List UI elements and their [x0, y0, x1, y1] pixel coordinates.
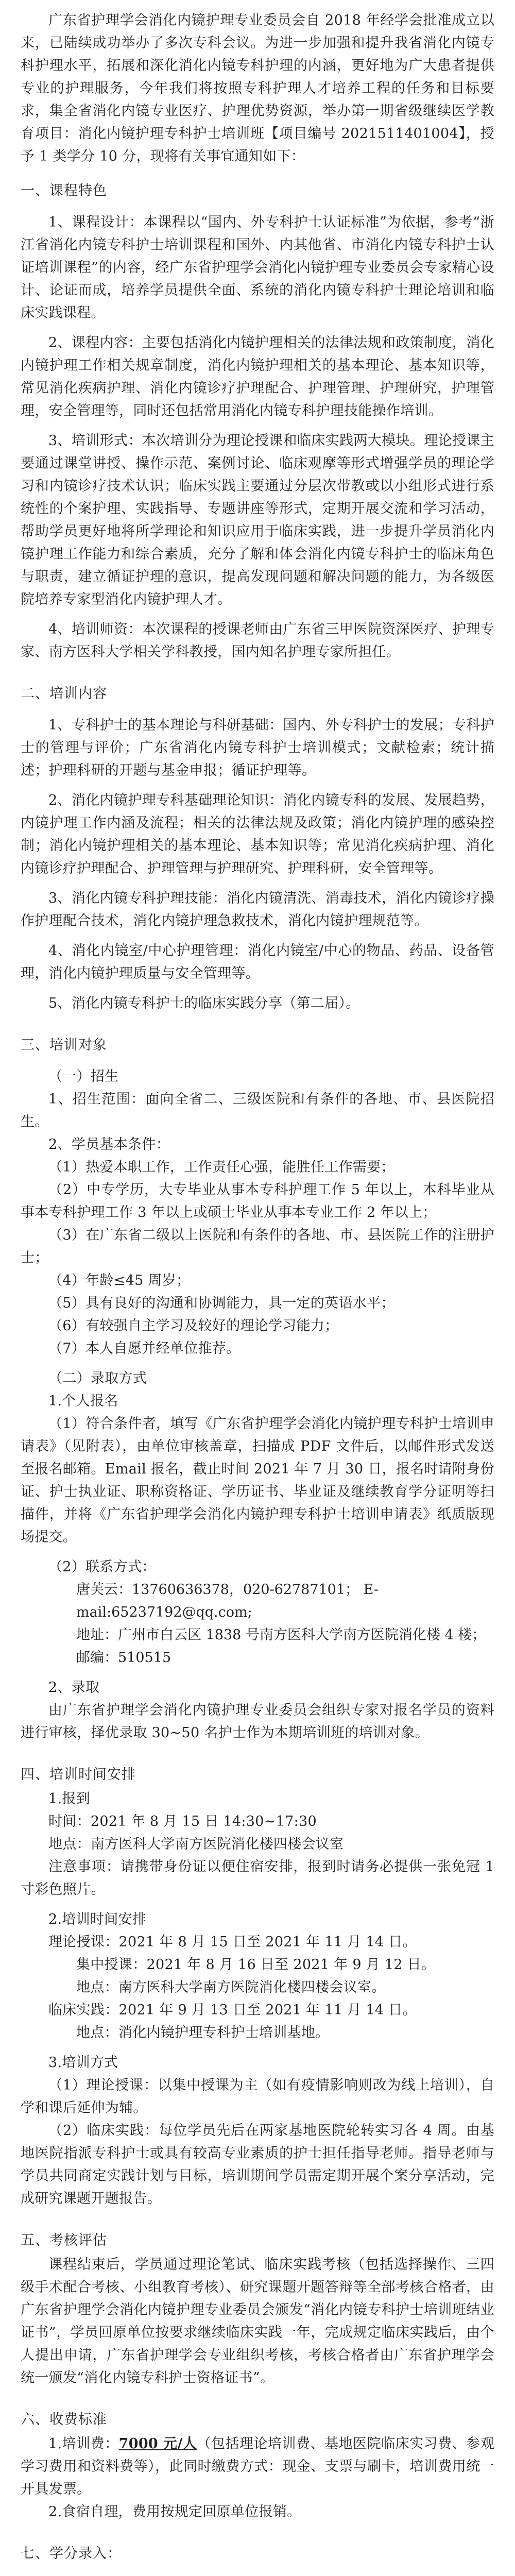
sec3-item: （2）中专学历，大专毕业从事本专科护理工作 5 年以上，本科毕业从事本专科护理工作 3 年以上或硕士毕业从事本专业工作 2 年以上； [21, 1182, 494, 1221]
sec3-item: 1.个人报名 [48, 1393, 118, 1409]
sec3-item: 2、学员基本条件： [48, 1137, 170, 1153]
fee-amount: 7000 元/人 [118, 2436, 197, 2452]
sec3-item: （1）符合条件者，填写《广东省护理学会消化内镜护理专科护士培训申请表》（见附表），由单位审核盖章，扫描成 PDF 文件后，以邮件形式发送至报名邮箱。Email 报名，截止时间 2021 年 7 月 30 日，报名时请附身份证、护士执业证、职称资格证、学历证书、毕业证及继续教育学分证明等扫描件，并将《广东省护理学会消化内镜护理专科护士培训申请表》纸质版现场提交。 [21, 1416, 494, 1545]
mode-title: 3.培训方式 [48, 2055, 118, 2071]
sec3-item: （7）本人自愿并经单位推荐。 [48, 1341, 241, 1357]
report-note: 注意事项：请携带身份证以便住宿安排，报到时请务必提供一张免冠 1 寸彩色照片。 [21, 1859, 494, 1897]
sec3-sub-heading: （一）招生 [48, 1069, 119, 1084]
train-title: 2.培训时间安排 [48, 1911, 147, 1927]
sec3-item: （5）具有良好的沟通和协调能力，具一定的英语水平； [48, 1295, 395, 1311]
sec1-item: 2、课程内容：主要包括消化内镜护理相关的法律法规和政策制度，消化内镜护理工作相关规章制度，消化内镜护理相关的基本理论、基本知识等，常见消化疾病护理、消化内镜诊疗护理配合、护理管理、护理研究，护理管理，安全管理等，同时还包括常用消化内镜专科护理技能操作培训。 [21, 335, 494, 419]
admit-text: 由广东省护理学会消化内镜护理专业委员会组织专家对报名学员的资料进行审核，择优录取 30~50 名护士作为本期培训班的培训对象。 [21, 1702, 494, 1741]
intro-paragraph: 广东省护理学会消化内镜护理专业委员会自 2018 年经学会批准成立以来，已陆续成功举办了多次专科会议。为进一步加强和提升我省消化内镜专科护理水平，拓展和深化消化内镜专科护理的内涵，更好地为广大患者提供专业的护理服务，今年我们将按照专科护理人才培养工程的任务和目标要求，集全省消化内镜专业医疗、护理优势资源，举办第一期省级继续医学教育项目：消化内镜护理专科护士培训班【项目编号 2021511401004】，授予 1 类学分 10 分，现将有关事宜通知如下： [21, 12, 494, 164]
contact-line: 地址：广州市白云区 1838 号南方医科大学南方医院消化楼 4 楼； [76, 1627, 486, 1643]
train-row: 地点：消化内镜护理专科护士培训基地。 [76, 2025, 330, 2041]
sec1-item: 1、课程设计：本课程以“国内、外专科护士认证标准”为依据，参考“浙江省消化内镜专科护士培训课程和国外、内其他省、市消化内镜专科护士认证培训课程”的内容，经广东省护理学会消化内镜护理专业委员会专家精心设计、论证而成，培养学员提供全面、系统的消化内镜专科护士理论培训和临床实践课程。 [21, 214, 494, 321]
fee-text: （包括理论培训费、基地医院临床实习费、参观学习费用和资料费等），此同时缴费方式：现金、支票与刷卡，培训费用统一开具发票。 [21, 2436, 494, 2497]
train-row: 集中授课：2021 年 8 月 16 日至 2021 年 9 月 12 日。 [76, 1957, 436, 1973]
sec3-item: （4）年龄≤45 周岁； [48, 1273, 191, 1289]
report-title: 1.报到 [48, 1791, 90, 1807]
fee-label: 1.培训费： [48, 2436, 119, 2452]
section-1-title: 一、课程特色 [21, 183, 107, 199]
sec2-item: 4、消化内镜室/中心护理管理：消化内镜室/中心的物品、药品、设备管理，消化内镜护理质量与安全管理等。 [21, 943, 494, 981]
contact-line: 邮编：510515 [76, 1650, 171, 1666]
section-5-title: 五、考核评估 [21, 2232, 107, 2248]
sec3-item: （3）在广东省二级以上医院和有条件的各地、市、县医院工作的注册护士； [21, 1227, 494, 1266]
fee-text-2: 2.食宿自理，费用按规定回原单位报销。 [48, 2504, 301, 2520]
sec2-item: 3、消化内镜专科护理技能：消化内镜清洗、消毒技术，消化内镜诊疗操作护理配合技术，消化内镜护理急救技术，消化内镜护理规范等。 [21, 890, 494, 929]
assessment-text: 课程结束后，学员通过理论笔试、临床实践考核（包括选择操作、三四级手术配合考核、小组教育考核）、研究课题开题答辩等全部考核合格者，由广东省护理学会消化内镜护理专业委员会颁发“消化内镜专科护士培训班结业证书”，学员回原单位按要求继续临床实践一年，完成规定临床实践后，由个人提出申请，广东省护理学会专业组织考核，考核合格者由广东省护理学会统一颁发“消化内镜专科护士资格证书”。 [21, 2257, 494, 2386]
sec2-item: 5、消化内镜专科护士的临床实践分享（第二届）。 [48, 995, 360, 1011]
sec3-item: 1、招生范围：面向全省二、三级医院和有条件的各地、市、县医院招生。 [21, 1091, 494, 1130]
train-row: 临床实践：2021 年 9 月 13 日至 2021 年 11 月 14 日。 [48, 2002, 417, 2018]
sec3-sub-heading: （二）录取方式 [48, 1370, 147, 1386]
section-4-title: 四、培训时间安排 [21, 1767, 136, 1783]
mode-item: （1）理论授课：以集中授课为主（如有疫情影响则改为线上培训），自学和课后延伸为辅。 [21, 2077, 494, 2116]
section-7-title: 七、学分录入： [21, 2546, 122, 2562]
sec3-item: （1）热爱本职工作，工作责任心强，能胜任工作需要； [48, 1159, 395, 1175]
sec2-item: 2、消化内镜护理专科基础理论知识：消化内镜专科的发展、发展趋势，内镜护理工作内涵及流程；相关的法律法规及政策；消化内镜护理的感染控制；消化内镜护理相关的基本理论、基本知识等；常见消化疾病护理、消化内镜诊疗护理配合、护理管理与护理研究、护理科研，安全管理等。 [21, 792, 494, 876]
contact-line: 唐芙云：13760636378，020-62787101； E-mail:65237192@qq.com; [76, 1582, 379, 1620]
contact-label: （2）联系方式： [48, 1559, 156, 1575]
sec3-item: （6）有较强自主学习及较好的理论学习能力； [48, 1318, 339, 1334]
section-3-title: 三、培训对象 [21, 1037, 107, 1053]
section-6-title: 六、收费标准 [21, 2412, 107, 2428]
train-row: 地点：南方医科大学南方医院消化楼四楼会议室。 [76, 1979, 386, 1995]
report-place: 地点：南方医科大学南方医院消化楼四楼会议室 [48, 1836, 344, 1852]
sec2-item: 1、专科护士的基本理论与科研基础：国内、外专科护士的发展；专科护士的管理与评价；广东省消化内镜专科护士培训模式；文献检索；统计描述；护理科研的开题与基金申报；循证护理等。 [21, 717, 494, 778]
train-row: 理论授课：2021 年 8 月 15 日至 2021 年 11 月 14 日。 [48, 1934, 417, 1950]
credit-paragraph [21, 2574, 494, 2576]
admit-title: 2、录取 [48, 1680, 100, 1696]
section-2-title: 二、培训内容 [21, 686, 107, 702]
sec1-item: 4、培训师资：本次课程的授课老师由广东省三甲医院资深医疗、护理专家、南方医科大学相关学科教授，国内知名护理专家所担任。 [21, 621, 494, 660]
fee-paragraph [21, 2433, 494, 2501]
mode-item: （2）临床实践：每位学员先后在两家基地医院轮转实习各 4 周。由基地医院指派专科护士或具有较高专业素质的护士担任指导老师。指导老师与学员共同商定实践计划与目标，培训期间学员需定期开展个案分享活动，完成研究课题开题报告。 [21, 2123, 494, 2207]
report-time: 时间：2021 年 8 月 15 日 14:30~17:30 [48, 1814, 317, 1829]
sec1-item: 3、培训形式：本次培训分为理论授课和临床实践两大模块。理论授课主要通过课堂讲授、操作示范、案例讨论、临床观摩等形式增强学员的理论学习和内镜诊疗技术认识；临床实践主要通过分层次带教或以小组形式进行系统性的个案护理、实践指导、专题讲座等形式，定期开展交流和学习活动，帮助学员更好地将所学理论和知识应用于临床实践，进一步提升学员消化内镜护理工作能力和综合素质，充分了解和体会消化内镜专科护士的临床角色与职责，建立循证护理的意识，提高发现问题和解决问题的能力，为各级医院培养专家型消化内镜护理人才。 [21, 433, 494, 607]
